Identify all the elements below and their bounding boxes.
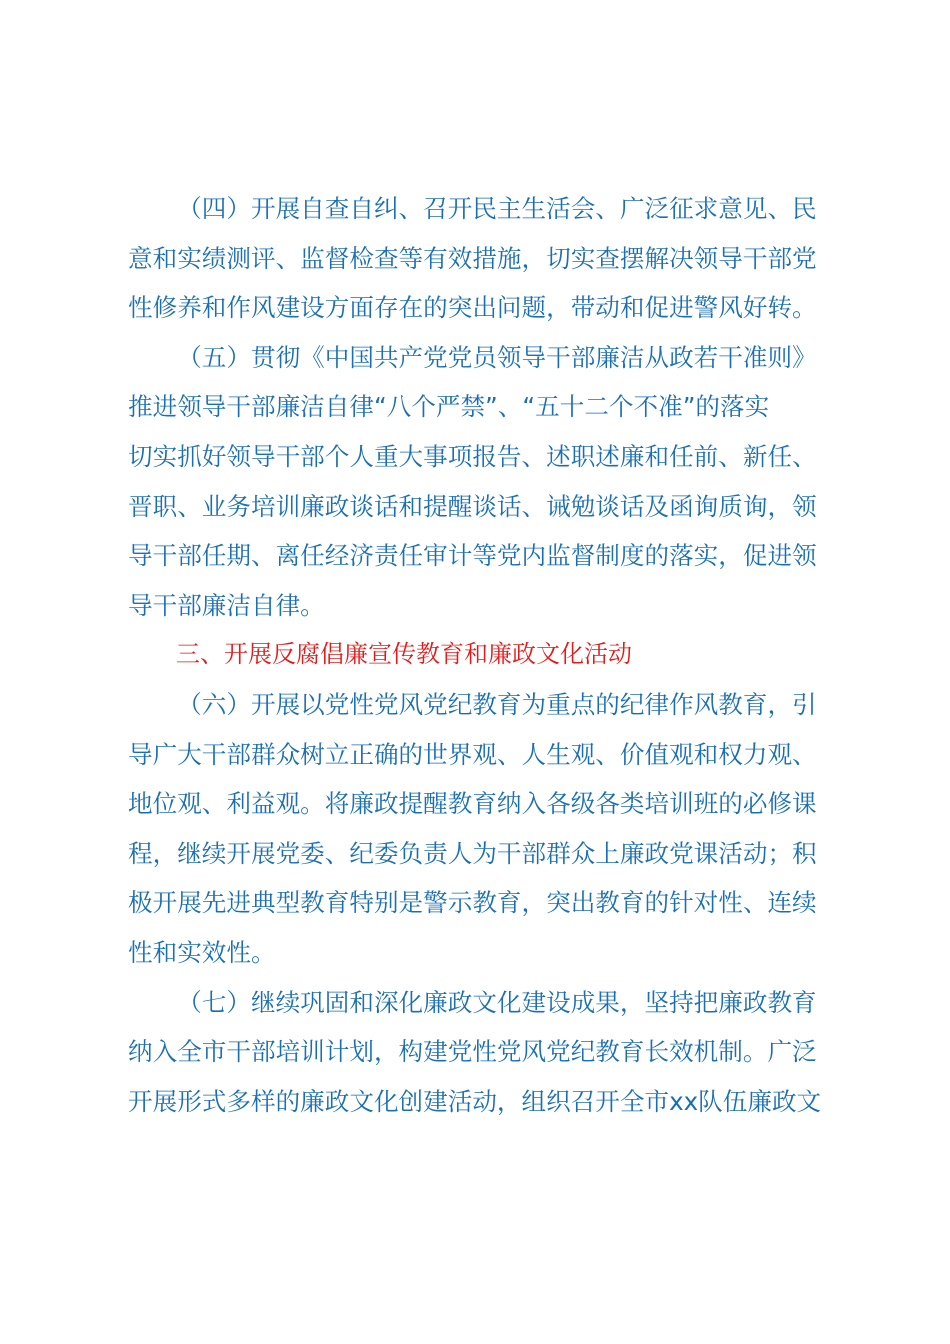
paragraph-6: （六）开展以党性党风党纪教育为重点的纪律作风教育，引 导广大干部群众树立正确的世界观、人生观、价值观和权力观、 地位观、利益观。将廉政提醒教育纳入各级各类培训班的必修课 程，继续开展党委、纪委负责人为干部群众上廉政党课活动；积 极开展先进典型教育特别是警示教育，突出教育的针对性、连续 性和实效性。 [128, 689, 817, 967]
document-page [128, 184, 846, 1126]
section-heading: 三、开展反腐倡廉宣传教育和廉政文化活动 [176, 640, 632, 669]
paragraph-4: （四）开展自查自纠、召开民主生活会、广泛征求意见、民 意和实绩测评、监督检查等有效措施，切实查摆解决领导干部党 性修养和作风建设方面存在的突出问题，带动和促进警风好转。 [128, 194, 817, 323]
paragraph-7: （七）继续巩固和深化廉政文化建设成果，坚持把廉政教育 纳入全市干部培训计划，构建党性党风党纪教育长效机制。广泛 开展形式多样的廉政文化创建活动，组织召开全市xx队伍廉政文 [128, 987, 822, 1116]
paragraph-5: （五）贯彻《中国共产党党员领导干部廉洁从政若干准则》 推进领导干部廉洁自律“八个严禁”、“五十二个不准”的落实 切实抓好领导干部个人重大事项报告、述职述廉和任前、新任、 晋职、业务培训廉政谈话和提醒谈话、诫勉谈话及函询质询，领 导干部任期、离任经济责任审计等党内监督制度的落实，促进领 导干部廉洁自律。 [128, 342, 817, 620]
